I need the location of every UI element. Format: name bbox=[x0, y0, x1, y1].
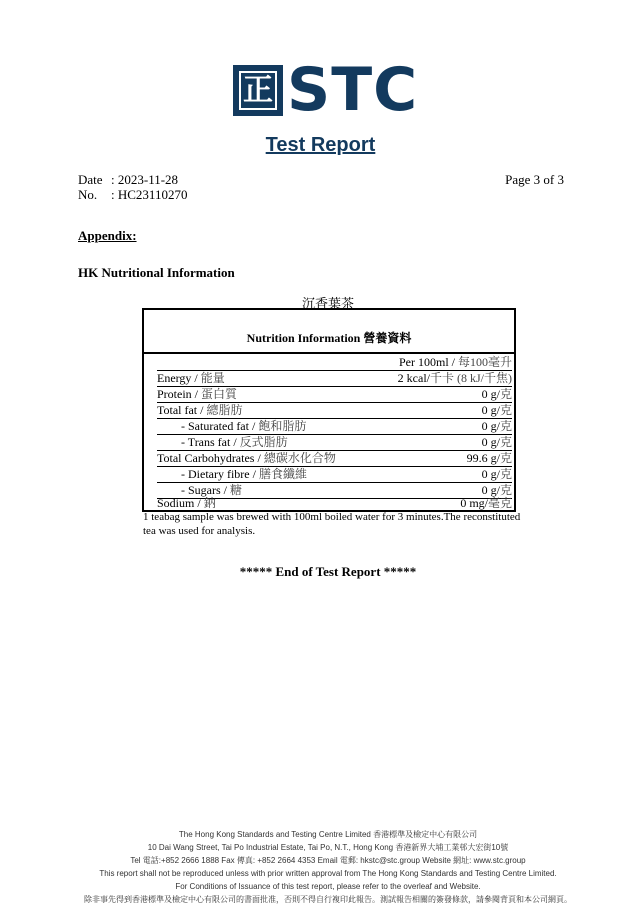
nutrient-value-en: 0 g/ bbox=[481, 419, 500, 433]
nutrient-name-zh: 蛋白質 bbox=[201, 387, 238, 401]
per-row bbox=[157, 355, 512, 371]
nutrient-value bbox=[398, 371, 512, 386]
nutrient-value-en: 2 kcal/ bbox=[397, 371, 430, 385]
nutrient-name-en: Total fat / bbox=[157, 403, 207, 417]
nutrient-name-en: Energy / bbox=[157, 371, 201, 385]
nutrient-name-zh: 總碳水化合物 bbox=[263, 451, 336, 465]
nutrient-value-en: 0 g/ bbox=[481, 387, 500, 401]
nutrient-value-en: 0 g/ bbox=[481, 435, 500, 449]
nutrient-name-zh: 總脂肪 bbox=[206, 403, 243, 417]
nutrient-value-zh: 千卡 (8 kJ/千焦) bbox=[430, 371, 512, 385]
nutrient-value bbox=[482, 387, 512, 402]
number-row bbox=[78, 187, 187, 202]
product-name: 沉香葉茶 bbox=[301, 296, 354, 311]
nutrient-name bbox=[181, 467, 307, 482]
report-title: Test Report bbox=[265, 134, 376, 156]
page-footer bbox=[0, 828, 641, 906]
logo-glyph: 正 bbox=[243, 73, 273, 108]
nutrient-value-zh: 克 bbox=[499, 403, 512, 417]
footer-address: 10 Dai Wang Street, Tai Po Industrial Estate, Tai Po, N.T., Hong Kong 香港新界大埔工業邨大宏街10號 bbox=[147, 843, 509, 852]
nutrient-value-zh: 克 bbox=[499, 435, 512, 449]
nutrient-name-en: Protein / bbox=[157, 387, 201, 401]
nutrient-name-zh: 能量 bbox=[200, 371, 225, 385]
table-row bbox=[157, 435, 512, 451]
section-title: HK Nutritional Information bbox=[78, 265, 235, 280]
nutrient-value bbox=[467, 451, 512, 466]
footer-contact: Tel 電話:+852 2666 1888 Fax 傳真: +852 2664 4353 Email 電郵: hkstc@stc.group Website 網址: www.stc.group bbox=[130, 856, 526, 865]
nutrient-name-en: Sodium / bbox=[157, 496, 204, 510]
nutrition-table bbox=[142, 308, 516, 512]
report-meta bbox=[78, 172, 187, 202]
nutrient-value-zh: 毫克 bbox=[487, 496, 512, 510]
nutrient-name-zh: 飽和脂肪 bbox=[258, 419, 307, 433]
nutrient-name-zh: 糖 bbox=[230, 483, 243, 497]
nutrient-value bbox=[460, 496, 512, 511]
nutrient-value-en: 0 g/ bbox=[481, 403, 500, 417]
table-row bbox=[157, 496, 512, 511]
table-row bbox=[157, 419, 512, 435]
stc-logo bbox=[233, 55, 428, 125]
nutrient-value bbox=[482, 435, 512, 450]
nutrient-name bbox=[157, 371, 225, 386]
nutrient-name-zh: 反式脂肪 bbox=[239, 435, 288, 449]
nutrient-value-en: 0 g/ bbox=[481, 483, 500, 497]
per-zh: 每100毫升 bbox=[457, 355, 512, 369]
table-row bbox=[157, 387, 512, 403]
nutrient-value bbox=[482, 467, 512, 482]
nutrient-name bbox=[157, 496, 216, 511]
per-value bbox=[399, 355, 512, 370]
nutrient-name bbox=[157, 387, 237, 402]
nutrient-name bbox=[181, 435, 288, 450]
nutrient-name bbox=[181, 419, 306, 434]
nutrient-name-zh: 膳食纖維 bbox=[258, 467, 307, 481]
table-row bbox=[157, 467, 512, 483]
nutrient-value bbox=[482, 419, 512, 434]
nutrient-value-en: 0 g/ bbox=[481, 467, 500, 481]
nutrient-name-en: Total Carbohydrates / bbox=[157, 451, 264, 465]
nutrient-name-en: - Sugars / bbox=[181, 483, 230, 497]
nutrient-value-zh: 克 bbox=[499, 387, 512, 401]
nutrient-value-zh: 克 bbox=[499, 483, 512, 497]
table-row bbox=[157, 451, 512, 467]
nutrient-value-en: 0 mg/ bbox=[460, 496, 488, 510]
footer-conditions: For Conditions of Issuance of this test report, please refer to the overleaf and Website. bbox=[175, 882, 481, 891]
nutrient-value bbox=[482, 403, 512, 418]
nutrient-name-en: - Trans fat / bbox=[181, 435, 240, 449]
nutrient-name-zh: 鈉 bbox=[203, 496, 216, 510]
footer-disclaimer: This report shall not be reproduced unless with prior written approval from The Hong Kong Standards and Testing Centre Limited. bbox=[99, 869, 557, 878]
nutrient-value-zh: 克 bbox=[499, 419, 512, 433]
end-of-report: ***** End of Test Report ***** bbox=[239, 564, 417, 579]
footer-disclaimer-zh: 除非事先得到香港標準及檢定中心有限公司的書面批准，否則不得自行複印此報告。測試報告相關的簽發條款，請參閱背頁和本公司網頁。 bbox=[84, 895, 572, 904]
date-row bbox=[78, 172, 187, 187]
nutrient-value-zh: 克 bbox=[499, 451, 512, 465]
stc-logo-mark bbox=[233, 65, 283, 116]
number-label: No. bbox=[78, 187, 98, 202]
date-label: Date bbox=[78, 172, 103, 187]
analysis-note: 1 teabag sample was brewed with 100ml boiled water for 3 minutes.The reconstituted tea was used for analysis. bbox=[143, 511, 521, 537]
table-row bbox=[157, 371, 512, 387]
nutrient-value-en: 99.6 g/ bbox=[466, 451, 500, 465]
logo-text: STC bbox=[287, 55, 419, 125]
nutrition-header: Nutrition Information 營養資料 bbox=[144, 310, 514, 354]
nutrient-name bbox=[157, 403, 243, 418]
page-indicator: Page 3 of 3 bbox=[505, 172, 564, 187]
nutrient-name bbox=[157, 451, 336, 466]
date-value: : 2023-11-28 bbox=[111, 172, 179, 187]
table-row bbox=[157, 403, 512, 419]
number-value: : HC23110270 bbox=[111, 187, 188, 202]
report-title-wrap bbox=[0, 134, 641, 157]
footer-company: The Hong Kong Standards and Testing Centre Limited 香港標準及檢定中心有限公司 bbox=[178, 830, 478, 839]
nutrient-value-zh: 克 bbox=[499, 467, 512, 481]
nutrient-name-en: - Dietary fibre / bbox=[181, 467, 259, 481]
per-en: Per 100ml / bbox=[398, 355, 458, 369]
appendix-heading: Appendix: bbox=[78, 228, 137, 243]
nutrient-name-en: - Saturated fat / bbox=[181, 419, 259, 433]
